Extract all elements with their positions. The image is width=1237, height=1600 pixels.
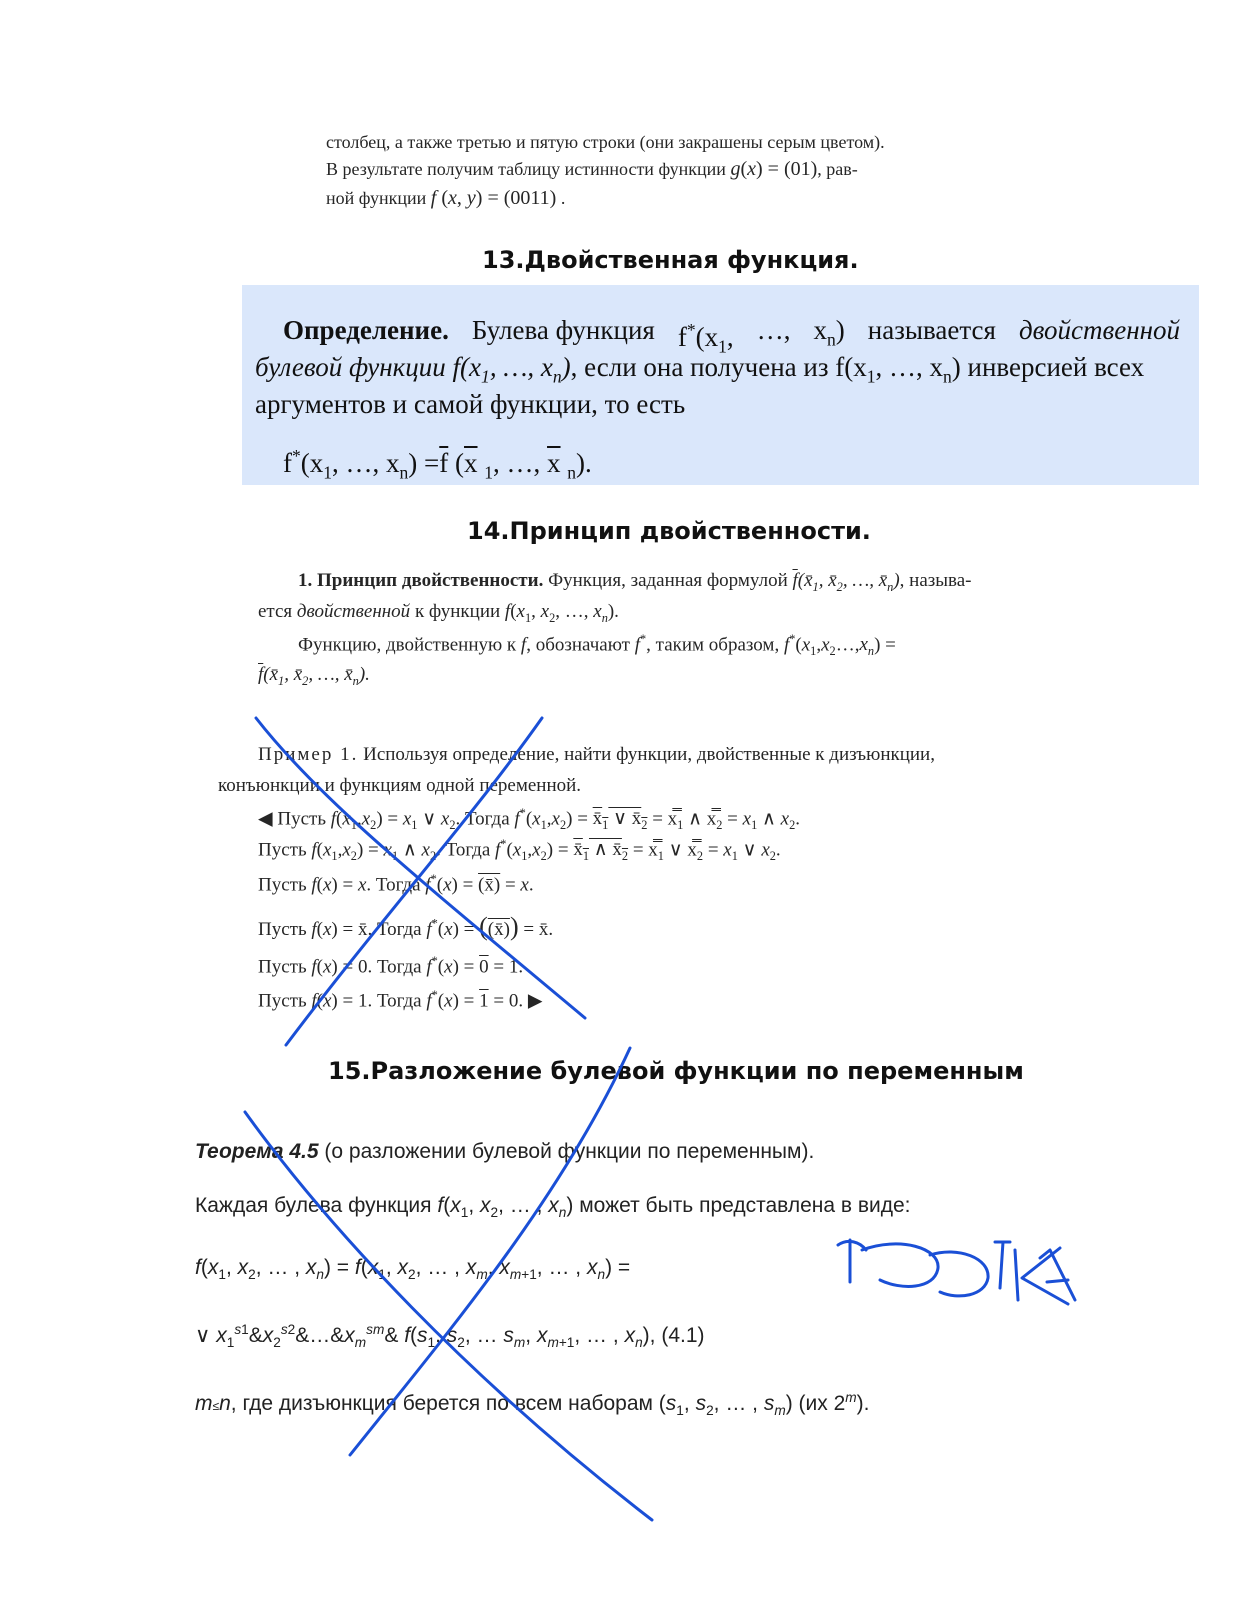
cross-stroke-3 [245,1112,652,1520]
handwriting-stroke-2 [862,1244,938,1286]
def-line-2: булевой функции $f(x_1$, …, $x_n$), если она получена из $f(x_1$, …, $x_n$) инверсией всех [255,352,1145,387]
top-line-1: столбец, а также третью и пятую строки (они закрашены серым цветом). [326,132,885,152]
top-line-3: ной функции f (x, y) = (0011) . [326,187,566,209]
section13-heading: 13.Двойственная функция. [482,246,859,274]
theorem-line-4: ∨ $x_1^{s1}\&x_2^{s2}\&\dots\&x_m^{sm}\&$ $f(s_1$, $s_2$, … $s_m$, $x_{m+1}$, … , $x_n$), (4.1) [195,1322,705,1351]
principle-line-4: $\overline{f}(x̄_1$, $x̄_2$, …, $x̄_n$). [258,664,370,688]
example-line-1: Пример 1. Используя определение, найти функции, двойственные к дизъюнкции, [258,744,935,765]
section15-heading: 15.Разложение булевой функции по переменным [328,1057,1024,1085]
principle-line-1: 1. Принцип двойственности. Функция, заданная формулой $\overline{f}(x̄_1$, $x̄_2$, …, $x̄_n$), называ- [298,570,972,594]
def-line-1: Определение. Булева функция $f^*(x_1$, …, $x_n$) называется двойственной [283,315,1180,357]
example-row-1: ◀ Пусть $f(x_1,x_2) = x_1$ ∨ $x_2$. Тогда $f^*(x_1,x_2)$ = $x̄_1$ ∨ $x̄_2$ = $x̿_1$ ∧ $x̿_2 = x_1$ ∧ $x_2$. [258,806,801,833]
handwriting-stroke-6 [1040,1250,1075,1300]
example-row-2: Пусть $f(x_1,x_2) = x_1$ ∧ $x_2$. Тогда $f^*(x_1,x_2)$ = $x̄_1$ ∧ $x̄_2$ = $x̿_1$ ∨ $x̿_2 = x_1$ ∨ $x_2$. [258,837,781,864]
theorem-line-2: Каждая булева функция $f(x_1$, $x_2$, … , $x_n$) может быть представлена в виде: [195,1194,911,1221]
principle-line-3: Функцию, двойственную к f, обозначают f*, таким образом, $f^*(x_1,x_2\dots,x_n)$ = [298,632,896,659]
handwriting-stroke-1 [838,1240,866,1282]
def-formula: $f^*(x_1$, …, $x_n) =\overline{f}$ ($\overline{x}$ $_1$, …, $\overline{x}$ $_n$). [283,446,592,483]
theorem-line-3: $f(x_1$, $x_2$, … , $x_n) = f(x_1$, $x_2$, … , $x_m$, $x_{m+1}$, … , $x_n$) = [195,1256,631,1283]
handwriting-stroke-5 [1015,1248,1068,1304]
example-row-4: Пусть f(x) = x̄. Тогда f*(x) = ((x̄)) = x̄. [258,912,554,941]
example-line-2: конъюнкции и функциям одной переменной. [218,775,582,796]
def-line-3: аргументов и самой функции, то есть [255,389,686,419]
handwriting-stroke-3 [930,1252,988,1296]
example-row-6: Пусть f(x) = 1. Тогда f*(x) = 1 = 0. ▶ [258,988,543,1012]
theorem-line-1: Теорема 4.5 (о разложении булевой функции по переменным). [195,1140,815,1163]
handwriting-stroke-4 [995,1242,1010,1288]
example-row-5: Пусть f(x) = 0. Тогда f*(x) = 0 = 1. [258,954,524,978]
principle-line-2: ется двойственной к функции $f(x_1$, $x_2$, …, $x_n$). [258,601,619,625]
theorem-line-5: m≤n, где дизъюнкция берется по всем наборам ($s_1$, $s_2$, … , $s_m$) (их 2$^m$). [195,1390,870,1419]
section14-heading: 14.Принцип двойственности. [467,517,871,545]
example-row-3: Пусть f(x) = x. Тогда f*(x) = (x̄) = x. [258,872,534,896]
top-line-2: В результате получим таблицу истинности функции g(x) = (01), рав- [326,158,858,180]
